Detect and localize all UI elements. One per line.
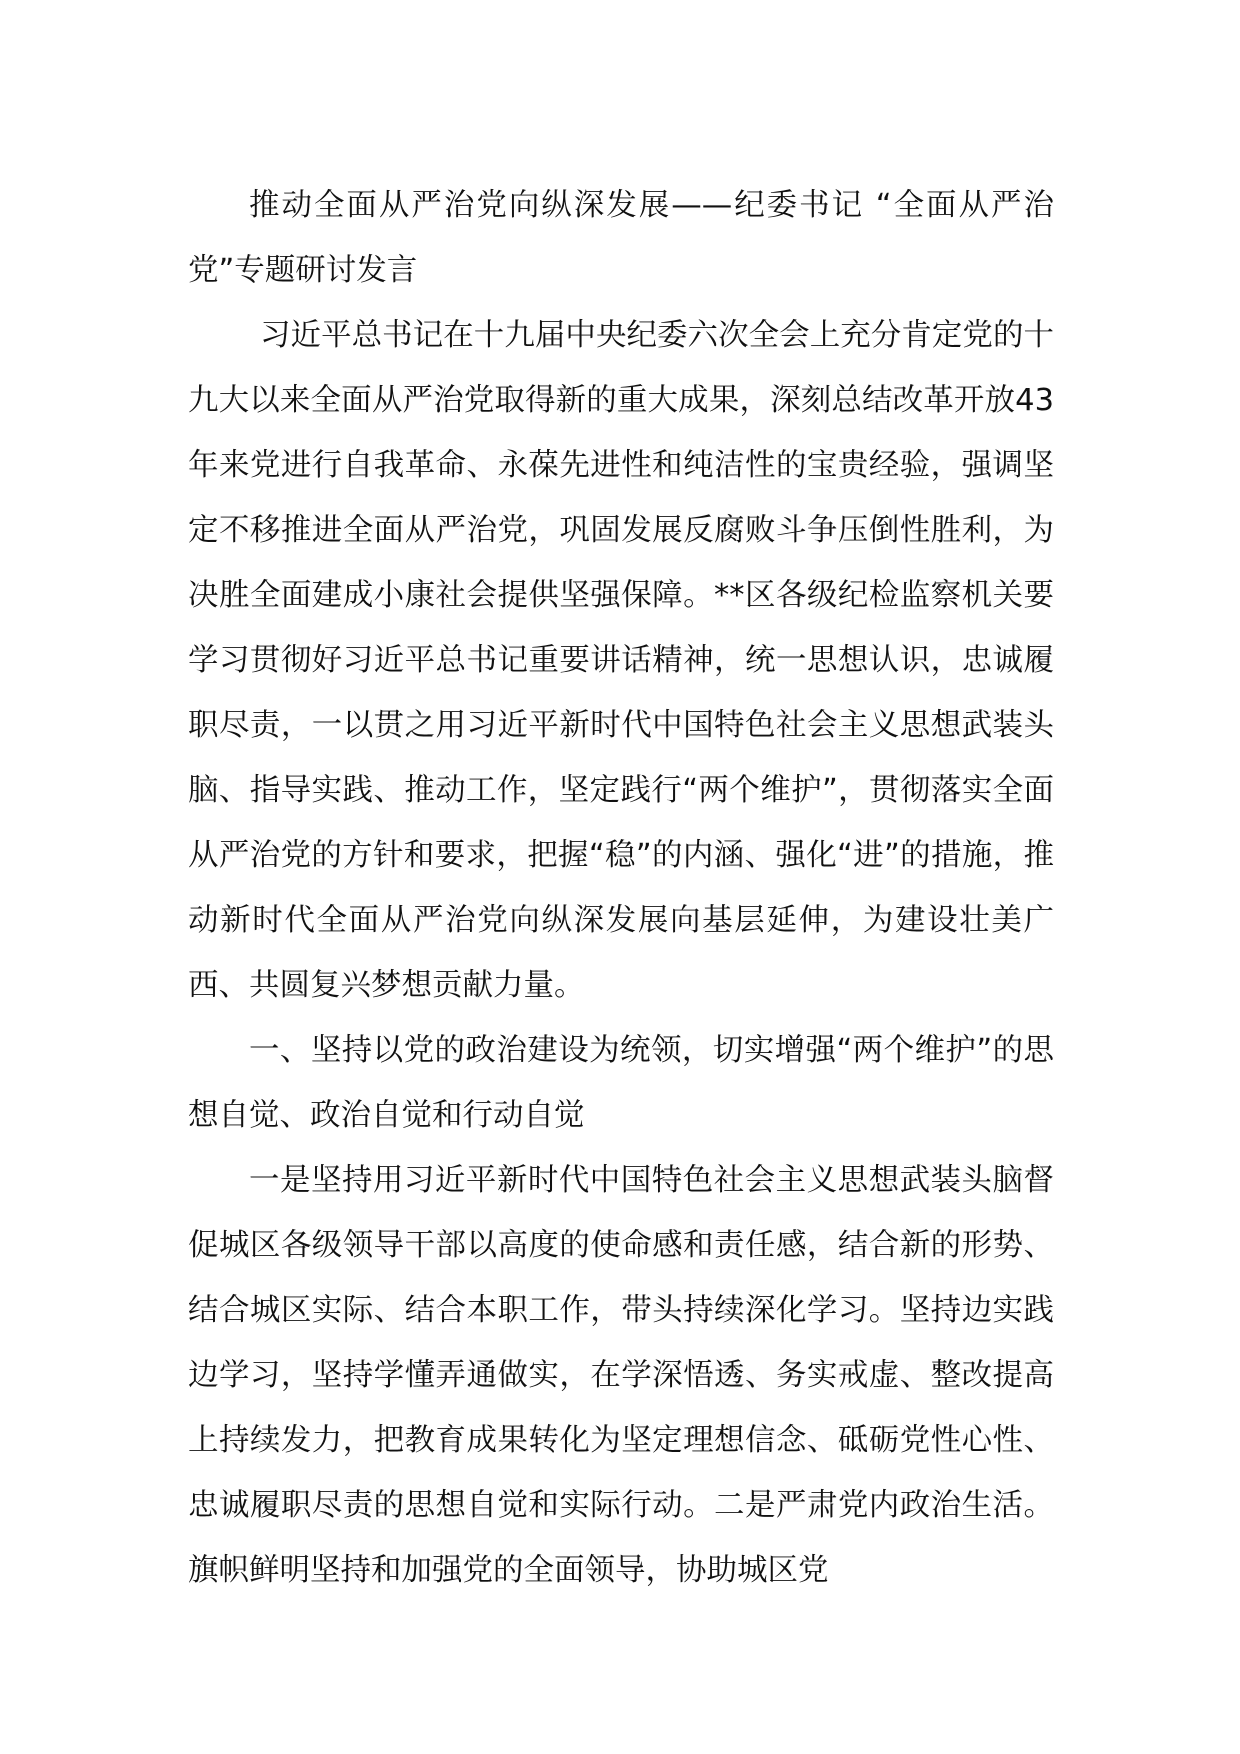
document-body (188, 173, 1054, 1603)
document-title: 推动全面从严治党向纵深发展——纪委书记 “全面从严治党”专题研讨发言 (188, 188, 1054, 288)
body-paragraph-2: 一是坚持用习近平新时代中国特色社会主义思想武装头脑督促城区各级领导干部以高度的使命感和责任感，结合新的形势、结合城区实际、结合本职工作，带头持续深化学习。坚持边实践边学习，坚持学懂弄通做实，在学深悟透、务实戒虚、整改提高上持续发力，把教育成果转化为坚定理想信念、砥砺党性心性、忠诚履职尽责的思想自觉和实际行动。二是严肃党内政治生活。旗帜鲜明坚持和加强党的全面领导，协助城区党 (188, 1163, 1054, 1588)
section-heading-1: 一、坚持以党的政治建设为统领，切实增强“两个维护”的思想自觉、政治自觉和行动自觉 (188, 1033, 1054, 1133)
body-paragraph-1: 习近平总书记在十九届中央纪委六次全会上充分肯定党的十九大以来全面从严治党取得新的重大成果，深刻总结改革开放43年来党进行自我革命、永葆先进性和纯洁性的宝贵经验，强调坚定不移推进全面从严治党，巩固发展反腐败斗争压倒性胜利，为决胜全面建成小康社会提供坚强保障。**区各级纪检监察机关要学习贯彻好习近平总书记重要讲话精神，统一思想认识，忠诚履职尽责，一以贯之用习近平新时代中国特色社会主义思想武装头脑、指导实践、推动工作，坚定践行“两个维护”，贯彻落实全面从严治党的方针和要求，把握“稳”的内涵、强化“进”的措施，推动新时代全面从严治党向纵深发展向基层延伸，为建设壮美广西、共圆复兴梦想贡献力量。 (188, 318, 1054, 1003)
